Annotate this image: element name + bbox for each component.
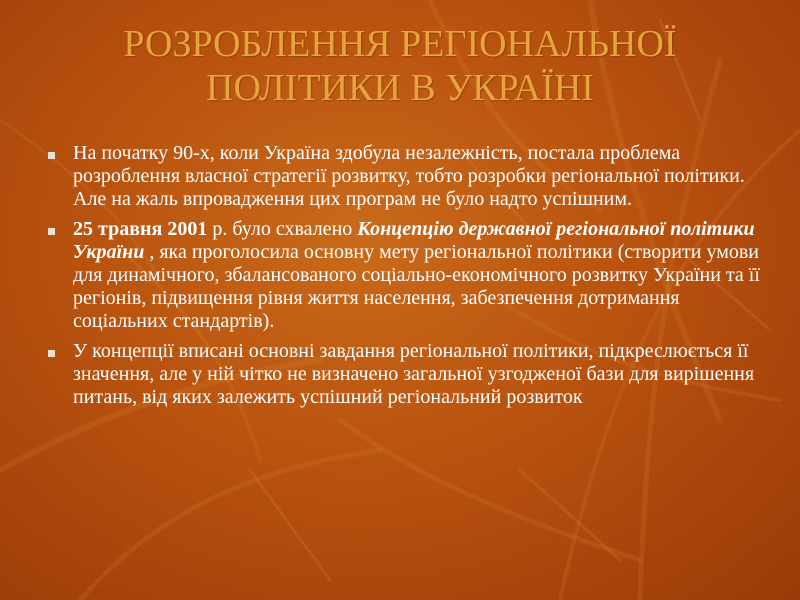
square-bullet-icon <box>48 350 55 357</box>
bullet-item <box>44 340 760 410</box>
date-text: 25 травня 2001 <box>73 217 208 240</box>
bullet-text: р. було схвалено <box>207 217 358 240</box>
square-bullet-icon <box>48 152 55 159</box>
bullet-item <box>44 218 760 334</box>
bullet-item <box>44 142 760 212</box>
bullet-text: , яка проголосила основну мету регіональної політики (створити умови для динамічного, збалансованого соціально-економічного розвитку України та її регіонів, підвищення рівня життя населення, забезпечення дотримання соціальних стандартів). <box>73 240 760 333</box>
square-bullet-icon <box>48 228 55 235</box>
bullet-text: На початку 90-х, коли Україна здобула незалежність, постала проблема розроблення власної стратегії розвитку, тобто розробки регіональної політики. Але на жаль впровадження цих програм не було надто успішним. <box>73 142 745 211</box>
bullet-text: У концепції вписані основні завдання регіональної політики, підкреслюється її значення, але у ній чітко не визначено загальної узгодженої бази для вирішення питань, від яких залежить успішний регіональний розвиток <box>73 339 755 409</box>
slide-title: РОЗРОБЛЕННЯ РЕГІОНАЛЬНОЇ ПОЛІТИКИ В УКРАЇНІ <box>123 23 677 109</box>
bullet-list <box>44 142 760 415</box>
concept-title: Концепцію державної регіональної політики України <box>73 217 755 263</box>
